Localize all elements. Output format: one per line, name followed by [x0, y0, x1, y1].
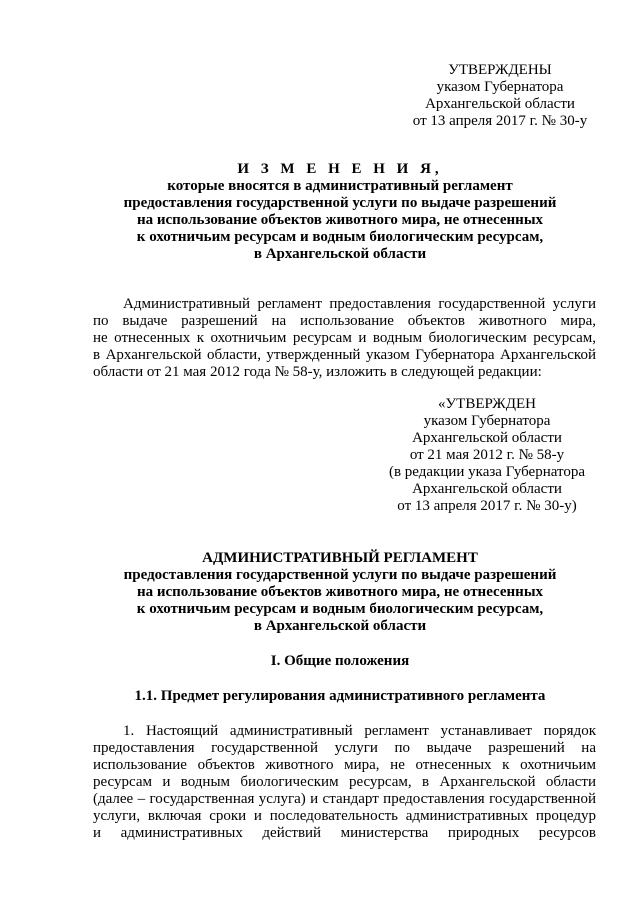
regulation-title-line: на использование объектов животного мира, не отнесенных: [136, 584, 544, 600]
regulation-title-line: предоставления государственной услуги по выдаче разрешений: [123, 567, 557, 583]
body-paragraph-line: (далее – государственная услуга) и стандарт предоставления государственной: [93, 791, 596, 807]
quoted-approval-line: от 13 апреля 2017 г. № 30-у): [397, 498, 577, 514]
quoted-approval: [382, 396, 592, 515]
regulation-title: [60, 550, 620, 635]
quoted-approval-line: Архангельской области: [412, 481, 562, 497]
approval-header-line: УТВЕРЖДЕНЫ: [448, 62, 552, 78]
body-paragraph-line: 1. Настоящий административный регламент устанавливает порядок: [123, 723, 596, 739]
regulation-title-line: в Архангельской области: [253, 618, 427, 634]
quoted-approval-line: указом Губернатора: [423, 413, 551, 429]
quoted-approval-line: Архангельской области: [412, 430, 562, 446]
changes-title-line: на использование объектов животного мира, не отнесенных: [136, 212, 544, 228]
quoted-approval-line: (в редакции указа Губернатора: [388, 464, 586, 480]
changes-title: [60, 161, 620, 263]
changes-title-line: к охотничьим ресурсам и водным биологическим ресурсам,: [136, 229, 544, 245]
body-paragraph-line: предоставления государственной услуги по выдаче разрешений на: [93, 740, 596, 756]
body-paragraph-line: и административных действий министерства природных ресурсов: [93, 825, 596, 841]
body-paragraph-line: использование объектов животного мира, не отнесенных к охотничьим: [93, 757, 596, 773]
intro-paragraph-line: в Архангельской области, утвержденный указом Губернатора Архангельской: [93, 347, 596, 363]
intro-paragraph-line: не отнесенных к охотничьим ресурсам и водным биологическим ресурсам,: [93, 330, 596, 346]
intro-paragraph-line: области от 21 мая 2012 года № 58-у, изложить в следующей редакции:: [93, 364, 542, 380]
quoted-approval-line: от 21 мая 2012 г. № 58-у: [409, 447, 565, 463]
changes-title-heading: И З М Е Н Е Н И Я,: [237, 161, 443, 177]
changes-title-line: в Архангельской области: [253, 246, 427, 262]
approval-header: [395, 62, 605, 130]
intro-paragraph: [93, 296, 596, 381]
intro-paragraph-line: по выдаче разрешений на использование объектов животного мира,: [93, 313, 596, 329]
chapter-heading: I. Общие положения: [270, 653, 410, 669]
intro-paragraph-line: Административный регламент предоставления государственной услуги: [123, 296, 596, 312]
approval-header-line: от 13 апреля 2017 г. № 30-у: [412, 113, 588, 129]
changes-title-line: предоставления государственной услуги по выдаче разрешений: [123, 195, 557, 211]
body-paragraph: [93, 723, 596, 842]
body-paragraph-line: ресурсам и водным биологическим ресурсам, в Архангельской области: [93, 774, 596, 790]
section-heading: 1.1. Предмет регулирования административного регламента: [134, 688, 546, 704]
quoted-approval-line: «УТВЕРЖДЕН: [438, 396, 536, 412]
approval-header-line: указом Губернатора: [436, 79, 564, 95]
approval-header-line: Архангельской области: [425, 96, 575, 112]
regulation-title-heading: АДМИНИСТРАТИВНЫЙ РЕГЛАМЕНТ: [202, 550, 478, 566]
changes-title-line: которые вносятся в административный регламент: [167, 178, 513, 194]
regulation-title-line: к охотничьим ресурсам и водным биологическим ресурсам,: [136, 601, 544, 617]
body-paragraph-line: услуги, включая сроки и последовательность административных процедур: [93, 808, 596, 824]
